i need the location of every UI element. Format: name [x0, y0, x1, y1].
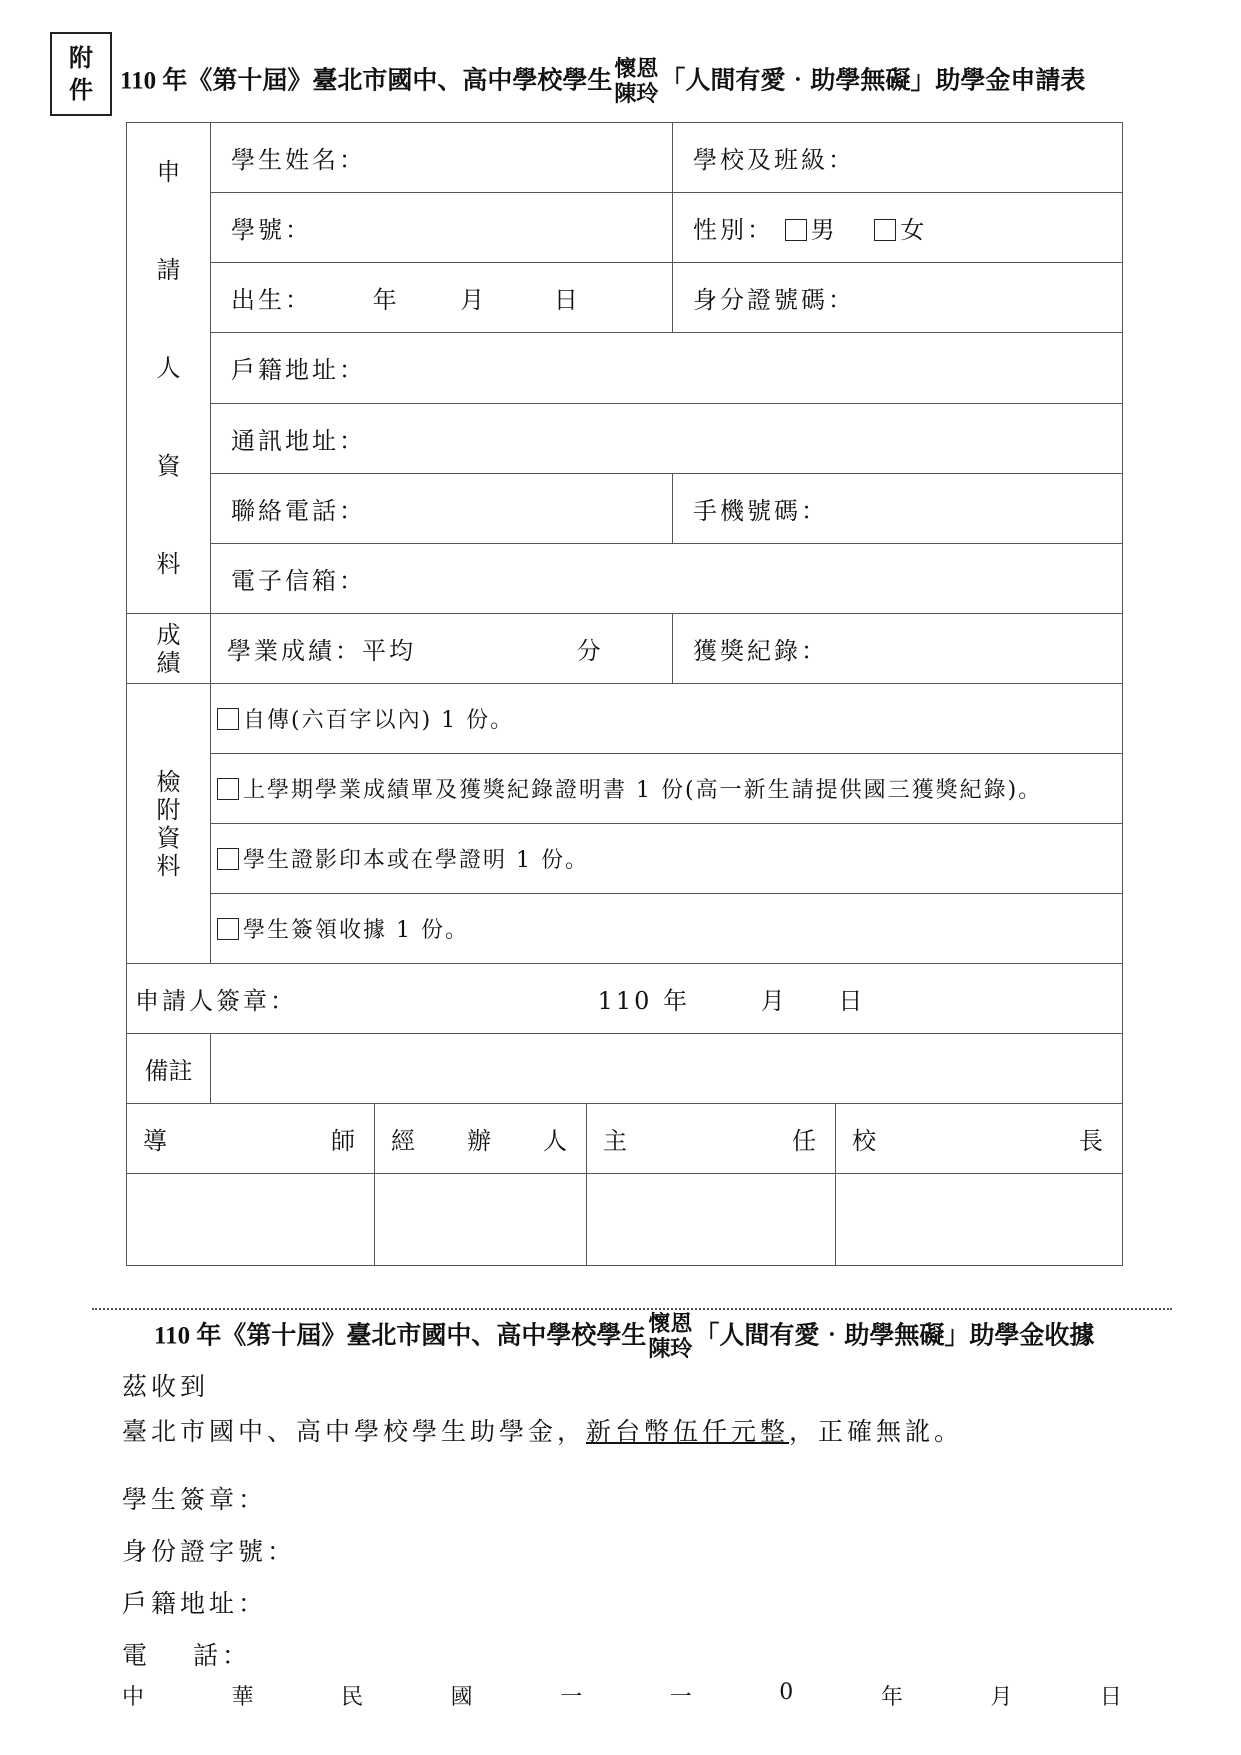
remarks-label: 備註: [144, 1057, 193, 1085]
attachment-checkbox[interactable]: [217, 848, 239, 870]
receipt-household-address[interactable]: 戶籍地址：: [122, 1589, 268, 1618]
points-unit-label: 分: [576, 637, 604, 665]
applicant-signature-label: 申請人簽章：: [135, 987, 297, 1015]
receipt-title-suffix: 「人間有愛‧助學無礙」助學金收據: [694, 1322, 1095, 1350]
school-class-field[interactable]: [673, 123, 1123, 193]
application-form-table: [126, 122, 1123, 1266]
attachment-label: [50, 32, 112, 116]
approver-char: 長: [1079, 1127, 1106, 1155]
mobile-field[interactable]: [673, 473, 1123, 543]
email-label: 電子信箱：: [231, 566, 366, 595]
school-class-label: 學校及班級：: [693, 146, 855, 175]
receipt-date: [122, 1680, 1122, 1711]
receipt-student-signature[interactable]: 學生簽章：: [122, 1485, 268, 1514]
form-title-stack-bottom: 陳玲: [614, 81, 659, 106]
approver-handler-header: [375, 1104, 587, 1174]
side-char: 資: [156, 452, 181, 480]
date-char: 年: [880, 1685, 903, 1710]
approver-char: 任: [792, 1127, 819, 1155]
student-id-label: 學號：: [231, 216, 312, 245]
side-char: 料: [156, 550, 181, 578]
attachment-item-label: 學生簽領收據 1 份。: [243, 918, 469, 943]
grades-side-label: [127, 614, 211, 684]
form-title-suffix: 「人間有愛‧助學無礙」助學金申請表: [660, 67, 1086, 95]
receipt-line2: [122, 1412, 963, 1448]
birth-label: 出生：: [231, 286, 312, 315]
approver-teacher-header: [127, 1104, 375, 1174]
applicant-signature-field[interactable]: [127, 964, 1123, 1034]
receipt-id-number[interactable]: 身份證字號：: [122, 1537, 297, 1566]
id-number-field[interactable]: [673, 263, 1123, 333]
signature-day-label: 日: [838, 987, 866, 1015]
birth-month-label: 月: [460, 286, 488, 315]
attachment-label-line1: 附: [69, 44, 93, 72]
approver-director-signature[interactable]: [587, 1174, 836, 1266]
date-char: 一: [560, 1685, 583, 1710]
mailing-address-field[interactable]: [211, 403, 1123, 473]
attachment-item: [211, 824, 1123, 894]
awards-field[interactable]: [673, 614, 1123, 684]
female-checkbox[interactable]: [874, 219, 896, 241]
date-char: 0: [779, 1680, 794, 1705]
receipt-line2-after: ，正確無訛。: [789, 1417, 964, 1446]
mobile-label: 手機號碼：: [693, 496, 828, 525]
phone-label: 聯絡電話：: [231, 496, 366, 525]
signature-year-label: 110 年: [597, 987, 691, 1015]
approver-char: 辦: [467, 1127, 494, 1155]
side-char: 人: [156, 354, 181, 382]
side-char: 績: [156, 648, 181, 677]
receipt-line1: 茲收到: [122, 1372, 210, 1401]
gender-field: [673, 193, 1123, 263]
approver-handler-signature[interactable]: [375, 1174, 587, 1266]
form-title: [120, 58, 1085, 108]
applicant-side-label: [127, 123, 211, 614]
date-char: 華: [231, 1685, 254, 1710]
approver-director-header: [587, 1104, 836, 1174]
attachments-side-label: [127, 684, 211, 964]
birth-day-label: 日: [553, 286, 581, 315]
cut-line: [92, 1308, 1172, 1310]
student-name-label: 學生姓名：: [231, 146, 366, 175]
approver-teacher-signature[interactable]: [127, 1174, 375, 1266]
receipt-title-stack-bottom: 陳玲: [648, 1336, 693, 1361]
signature-month-label: 月: [760, 987, 788, 1015]
remarks-label-cell: [127, 1034, 211, 1104]
receipt-title-prefix: 110 年《第十屆》臺北市國中、高中學校學生: [154, 1322, 647, 1350]
male-checkbox[interactable]: [785, 219, 807, 241]
receipt-phone-char: 話：: [193, 1641, 252, 1670]
form-title-stack-top: 懷恩: [614, 56, 659, 81]
approver-principal-header: [836, 1104, 1123, 1174]
academic-grade-field[interactable]: [211, 614, 673, 684]
approver-char: 師: [331, 1127, 358, 1155]
side-char: 申: [156, 158, 181, 186]
approver-principal-signature[interactable]: [836, 1174, 1123, 1266]
approver-char: 導: [143, 1127, 170, 1155]
attachment-item: [211, 754, 1123, 824]
household-address-field[interactable]: [211, 333, 1123, 403]
phone-field[interactable]: [211, 473, 673, 543]
remarks-field[interactable]: [211, 1034, 1123, 1104]
id-number-label: 身分證號碼：: [693, 286, 855, 315]
receipt-amount: 新台幣伍仟元整: [586, 1417, 790, 1446]
receipt-title: [154, 1313, 1094, 1363]
date-char: 日: [1099, 1685, 1122, 1710]
receipt-title-stack-top: 懷恩: [648, 1311, 693, 1336]
date-char: 月: [990, 1685, 1013, 1710]
attachment-item: [211, 684, 1123, 754]
gender-label: 性別：: [693, 216, 774, 245]
attachment-checkbox[interactable]: [217, 708, 239, 730]
date-char: 國: [450, 1685, 473, 1710]
form-title-stack: [614, 56, 658, 106]
approver-char: 人: [543, 1127, 570, 1155]
attachment-item-label: 自傳(六百字以內) 1 份。: [243, 708, 515, 733]
side-char: 成: [156, 620, 181, 649]
side-char: 請: [156, 256, 181, 284]
approver-char: 校: [852, 1127, 879, 1155]
receipt-line2-before: 臺北市國中、高中學校學生助學金，: [122, 1417, 587, 1446]
mailing-address-label: 通訊地址：: [231, 426, 366, 455]
attachment-item-label: 上學期學業成績單及獲獎紀錄證明書 1 份(高一新生請提供國三獲獎紀錄)。: [243, 778, 1043, 803]
date-char: 中: [122, 1685, 145, 1710]
date-char: 民: [341, 1685, 364, 1710]
date-char: 一: [669, 1685, 692, 1710]
receipt-phone-char: 電: [122, 1641, 152, 1670]
attachment-item: [211, 894, 1123, 964]
male-option-label: 男: [810, 216, 838, 245]
student-name-field[interactable]: [211, 123, 673, 193]
birth-year-label: 年: [372, 286, 400, 315]
student-id-field[interactable]: [211, 193, 673, 263]
academic-grade-label: 學業成績：平均: [227, 637, 416, 665]
attachment-checkbox[interactable]: [217, 778, 239, 800]
approver-char: 經: [391, 1127, 418, 1155]
birth-field[interactable]: [211, 263, 673, 333]
household-address-label: 戶籍地址：: [231, 356, 366, 385]
awards-label: 獲獎紀錄：: [693, 637, 828, 665]
email-field[interactable]: [211, 543, 1123, 613]
receipt-title-stack: [648, 1311, 692, 1361]
attachment-checkbox[interactable]: [217, 918, 239, 940]
side-char: 檢: [156, 767, 181, 796]
attachment-item-label: 學生證影印本或在學證明 1 份。: [243, 848, 589, 873]
side-char: 料: [156, 851, 181, 880]
side-char: 附: [156, 795, 181, 824]
side-char: 資: [156, 823, 181, 852]
female-option-label: 女: [900, 216, 928, 245]
receipt-phone[interactable]: [122, 1636, 251, 1672]
attachment-label-line2: 件: [69, 76, 93, 104]
form-title-prefix: 110 年《第十屆》臺北市國中、高中學校學生: [120, 67, 613, 95]
approver-char: 主: [603, 1127, 630, 1155]
